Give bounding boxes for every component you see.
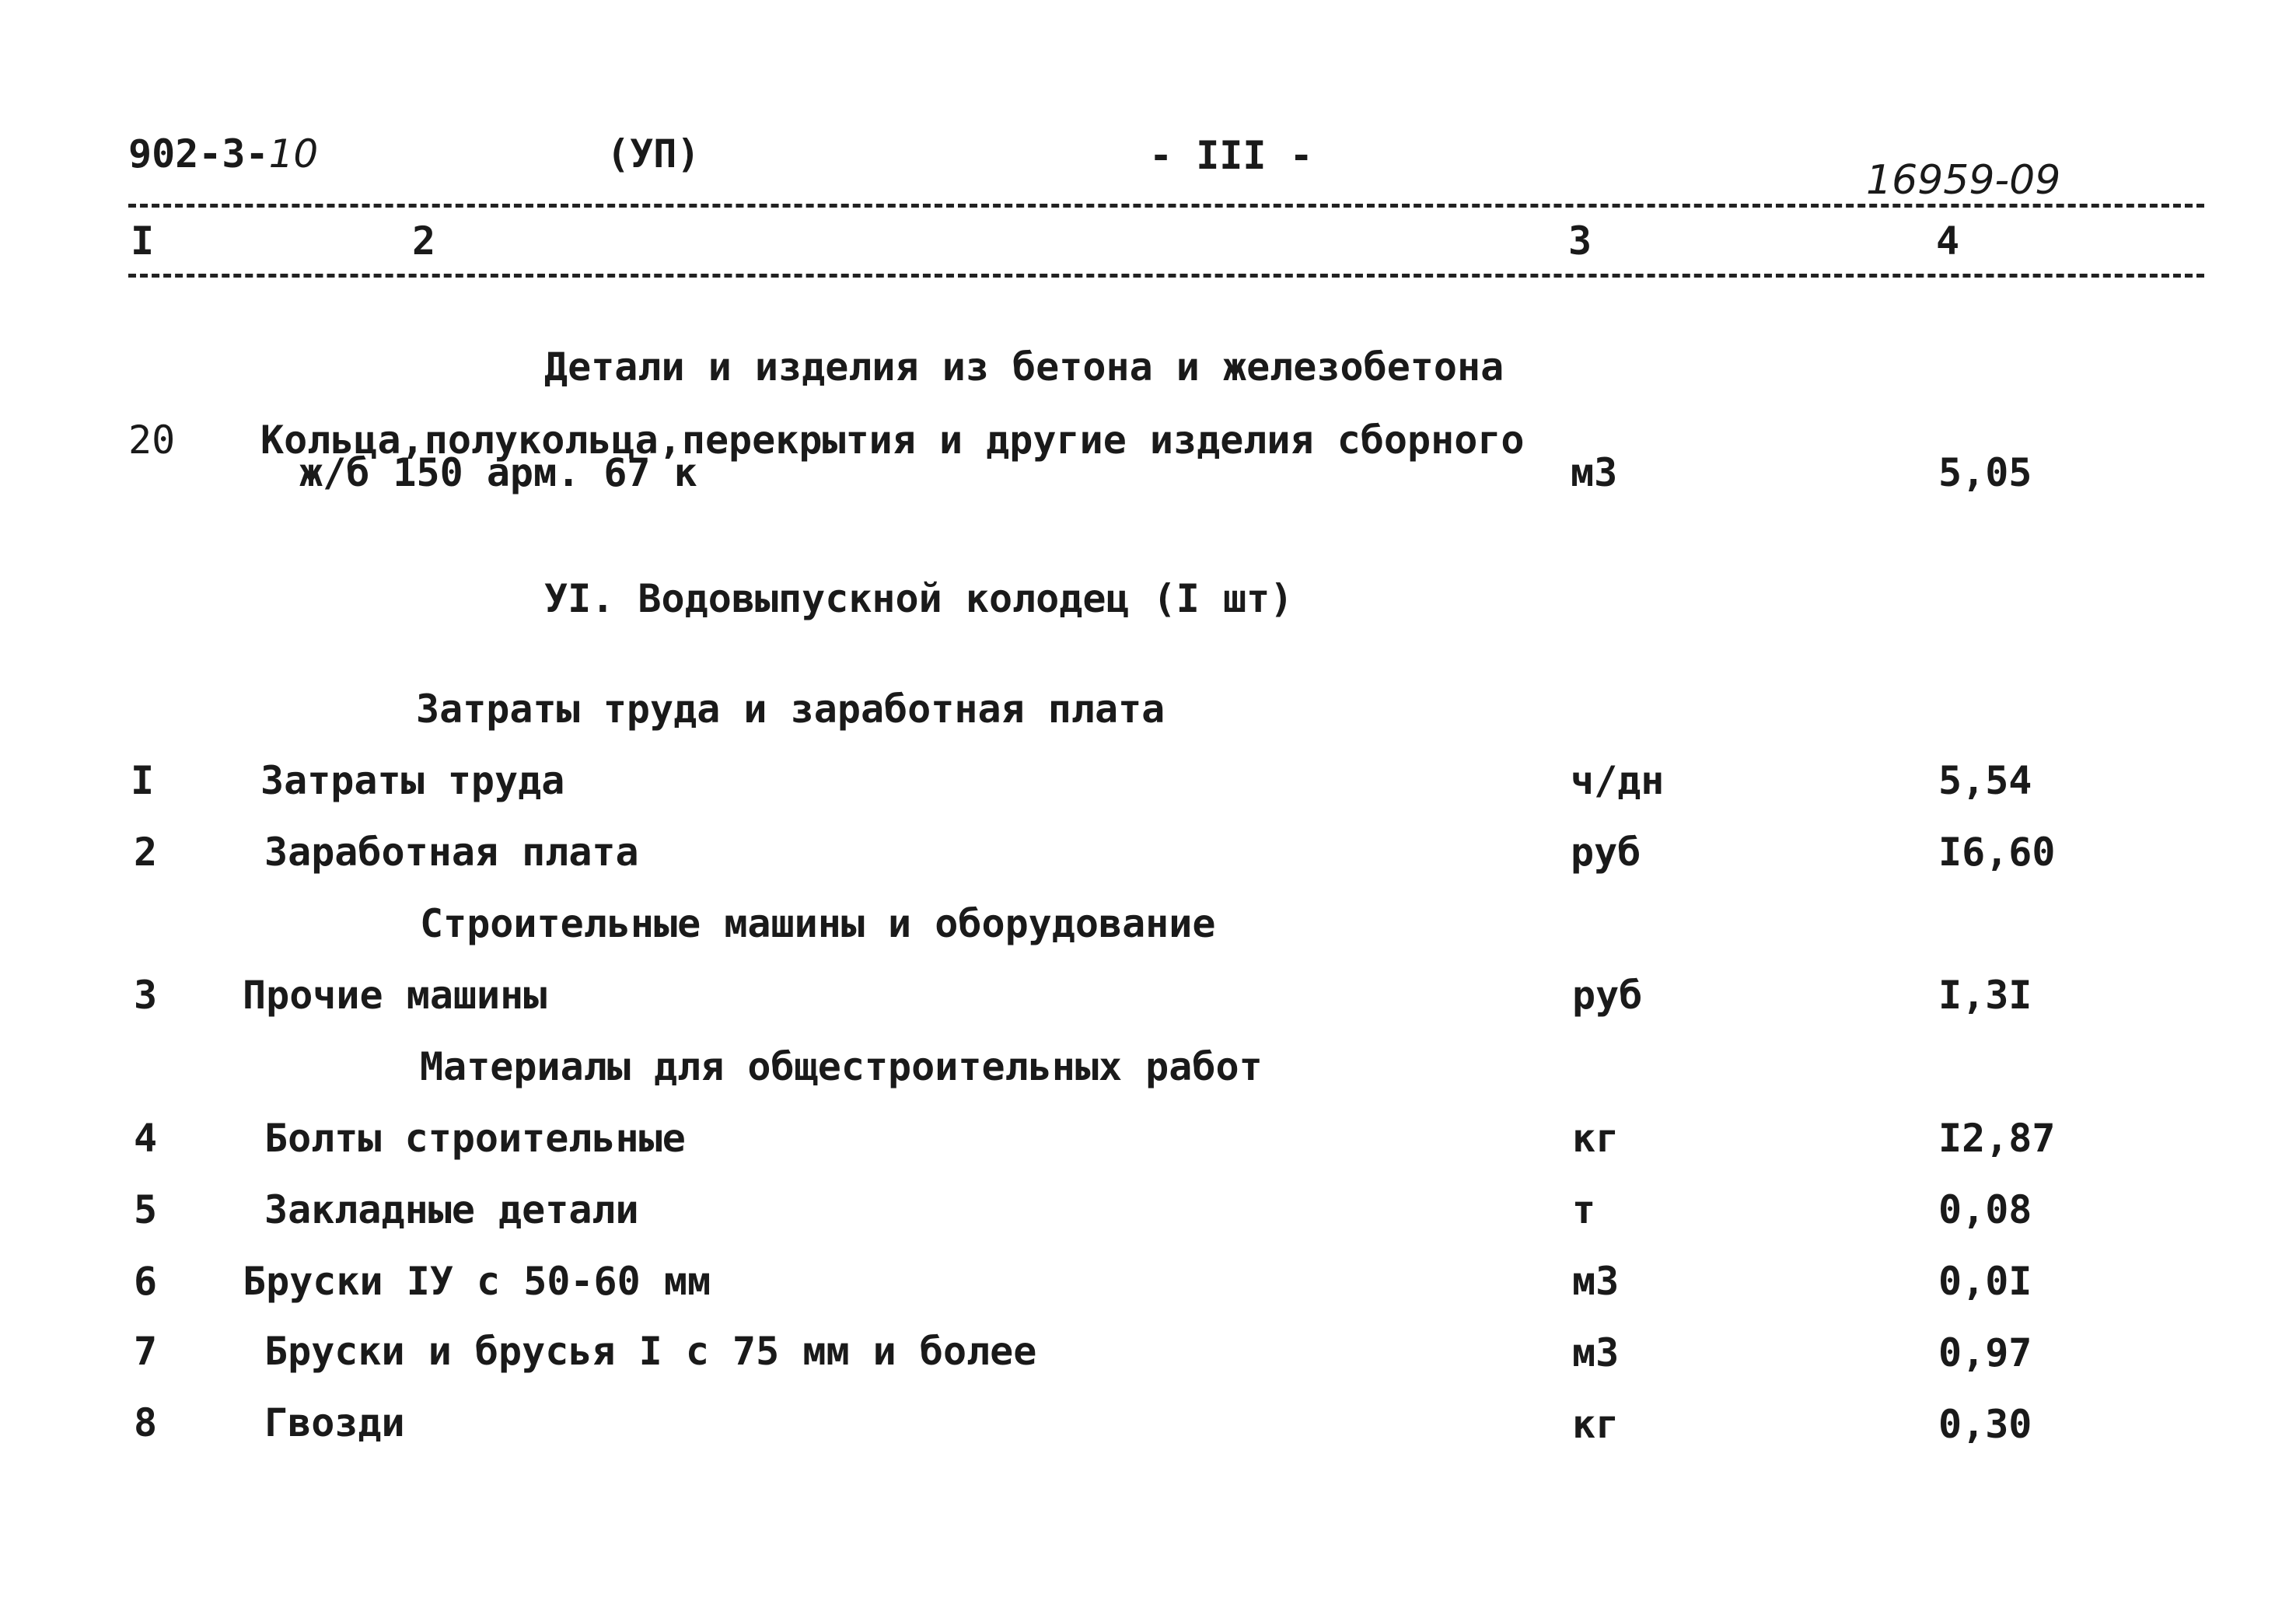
row-number: 20 — [128, 418, 176, 463]
row-name: Болты строительные — [264, 1116, 686, 1161]
row-value: I6,60 — [1938, 830, 2056, 875]
row-name: Кольца,полукольца,перекрытия и другие изделия сборного — [260, 418, 1525, 463]
row-unit: кг — [1572, 1402, 1620, 1447]
page-number: - III - — [1149, 133, 1313, 178]
row-value: 0,97 — [1938, 1330, 2032, 1375]
row-name: Заработная плата — [264, 830, 639, 875]
doc-code-handwritten: 10 — [268, 131, 319, 176]
row-name: Закладные детали — [264, 1187, 639, 1232]
header-rule-top — [128, 204, 2204, 208]
section-title: УI. Водовыпускной колодец (I шт) — [544, 576, 1294, 621]
section-title: Затраты труда и заработная плата — [416, 687, 1165, 732]
row-unit: кг — [1572, 1116, 1620, 1161]
row-value: 5,54 — [1938, 758, 2032, 803]
section-title: Строительные машины и оборудование — [420, 901, 1216, 946]
doc-marker: (УП) — [606, 131, 701, 176]
row-unit: руб — [1572, 973, 1643, 1018]
row-unit: т — [1572, 1187, 1596, 1232]
row-name: Бруски и брусья I с 75 мм и более — [264, 1329, 1037, 1374]
header-rule-bottom — [128, 274, 2204, 278]
column-header-1: I — [131, 218, 155, 264]
section-title: Детали и изделия из бетона и железобетона — [544, 344, 1504, 390]
row-number: 6 — [134, 1259, 158, 1304]
row-unit: м3 — [1572, 1259, 1620, 1304]
row-unit: м3 — [1571, 450, 1618, 495]
row-number: 4 — [134, 1116, 158, 1161]
row-unit: м3 — [1572, 1330, 1620, 1375]
row-name-continued: ж/б 150 арм. 67 к — [299, 450, 697, 495]
row-unit: ч/дн — [1571, 758, 1665, 803]
row-number: I — [131, 758, 155, 803]
row-number: 7 — [134, 1329, 158, 1374]
doc-code — [128, 131, 318, 177]
row-name: Гвозди — [264, 1400, 405, 1445]
doc-code-printed: 902-3- — [128, 131, 269, 176]
row-value: I2,87 — [1938, 1116, 2056, 1161]
row-number: 5 — [134, 1187, 158, 1232]
section-title: Материалы для общестроительных работ — [420, 1044, 1263, 1089]
row-value: 5,05 — [1938, 450, 2032, 495]
row-value: 0,30 — [1938, 1402, 2032, 1447]
row-value: 0,08 — [1938, 1187, 2032, 1232]
column-header-3: 3 — [1568, 218, 1592, 264]
row-unit: руб — [1571, 830, 1641, 875]
row-name: Затраты труда — [260, 758, 565, 803]
row-name: Прочие машины — [243, 973, 547, 1018]
row-number: 2 — [134, 830, 158, 875]
row-number: 3 — [134, 973, 158, 1018]
row-number: 8 — [134, 1400, 158, 1445]
column-header-4: 4 — [1936, 218, 1960, 264]
row-value: I,3I — [1938, 973, 2032, 1018]
row-value: 0,0I — [1938, 1259, 2032, 1304]
archive-number: 16959-09 — [1866, 157, 2061, 204]
column-header-2: 2 — [412, 218, 436, 264]
row-name: Бруски IУ с 50-60 мм — [243, 1259, 711, 1304]
